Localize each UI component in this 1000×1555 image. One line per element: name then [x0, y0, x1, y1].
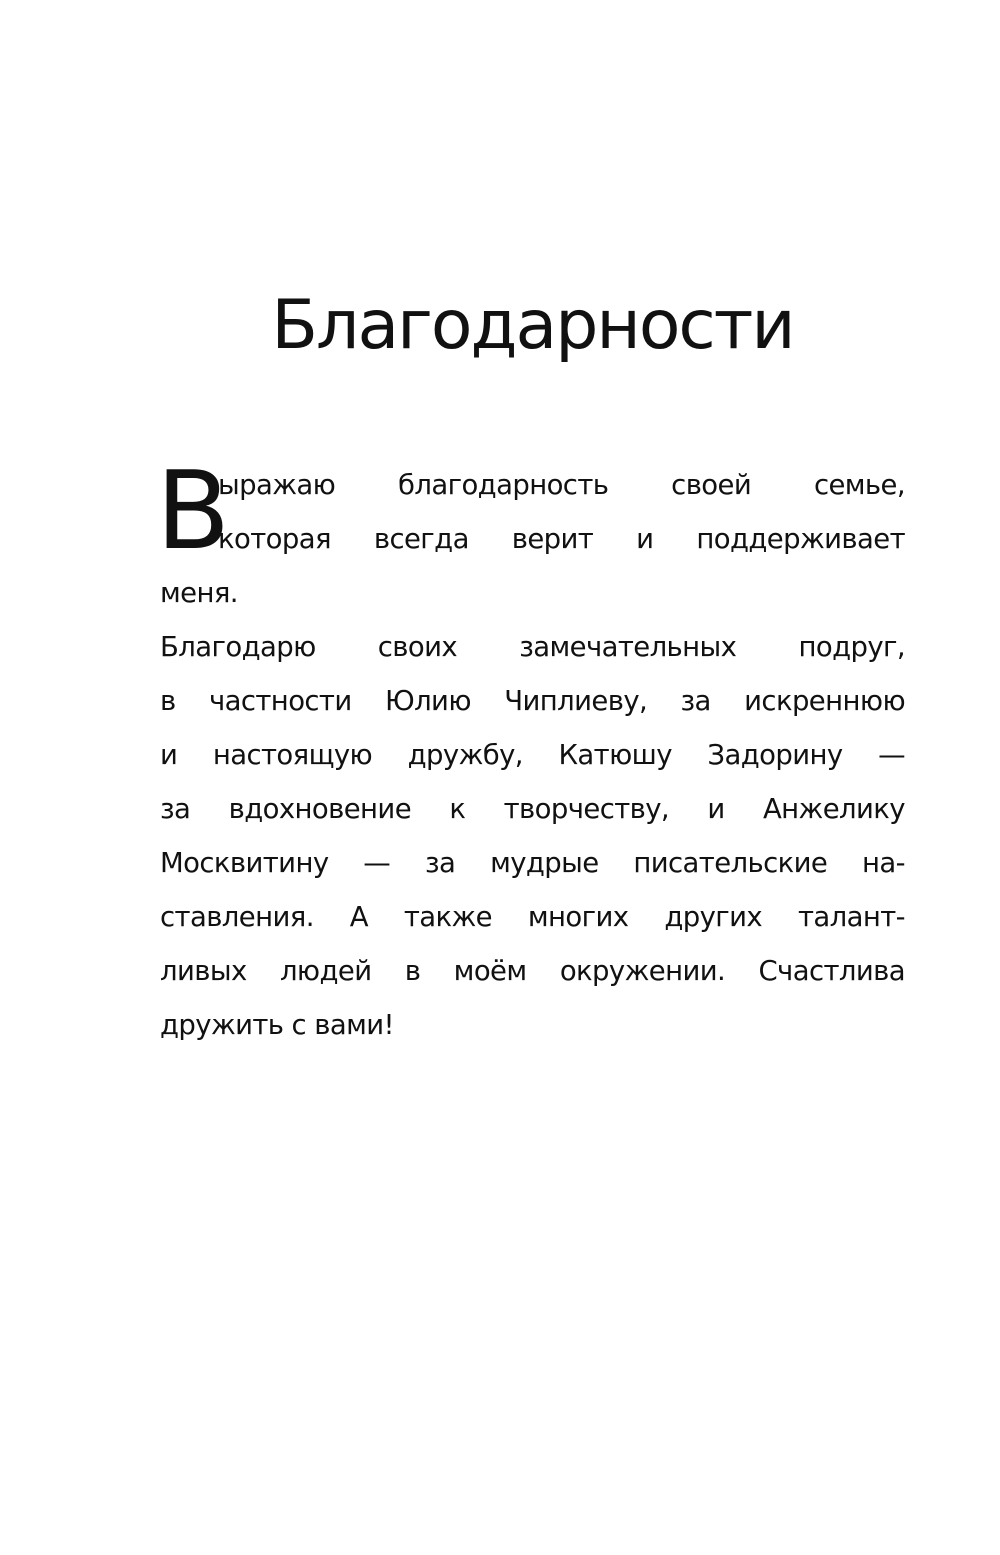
text-line: которая всегда верит и поддерживает: [218, 523, 905, 555]
page-title: Благодарности: [271, 286, 794, 365]
text-line: ливых людей в моём окружении. Счастлива: [160, 955, 905, 987]
text-line: дружить с вами!: [160, 1009, 394, 1041]
text-line: ыражаю благодарность своей семье,: [218, 469, 905, 501]
text-line: и настоящую дружбу, Катюшу Задорину —: [160, 739, 905, 771]
text-line: в частности Юлию Чиплиеву, за искреннюю: [160, 685, 905, 717]
text-line: меня.: [160, 577, 238, 609]
text-line: ставления. А также многих других талант-: [160, 901, 905, 933]
drop-cap-letter: В: [156, 449, 231, 574]
text-line: Благодарю своих замечательных подруг,: [160, 631, 905, 663]
dropcap-block: [156, 449, 905, 574]
text-line: за вдохновение к творчеству, и Анжелику: [160, 793, 905, 825]
acknowledgements-text: [156, 449, 905, 1052]
text-line: Москвитину — за мудрые писательские на-: [160, 847, 905, 879]
